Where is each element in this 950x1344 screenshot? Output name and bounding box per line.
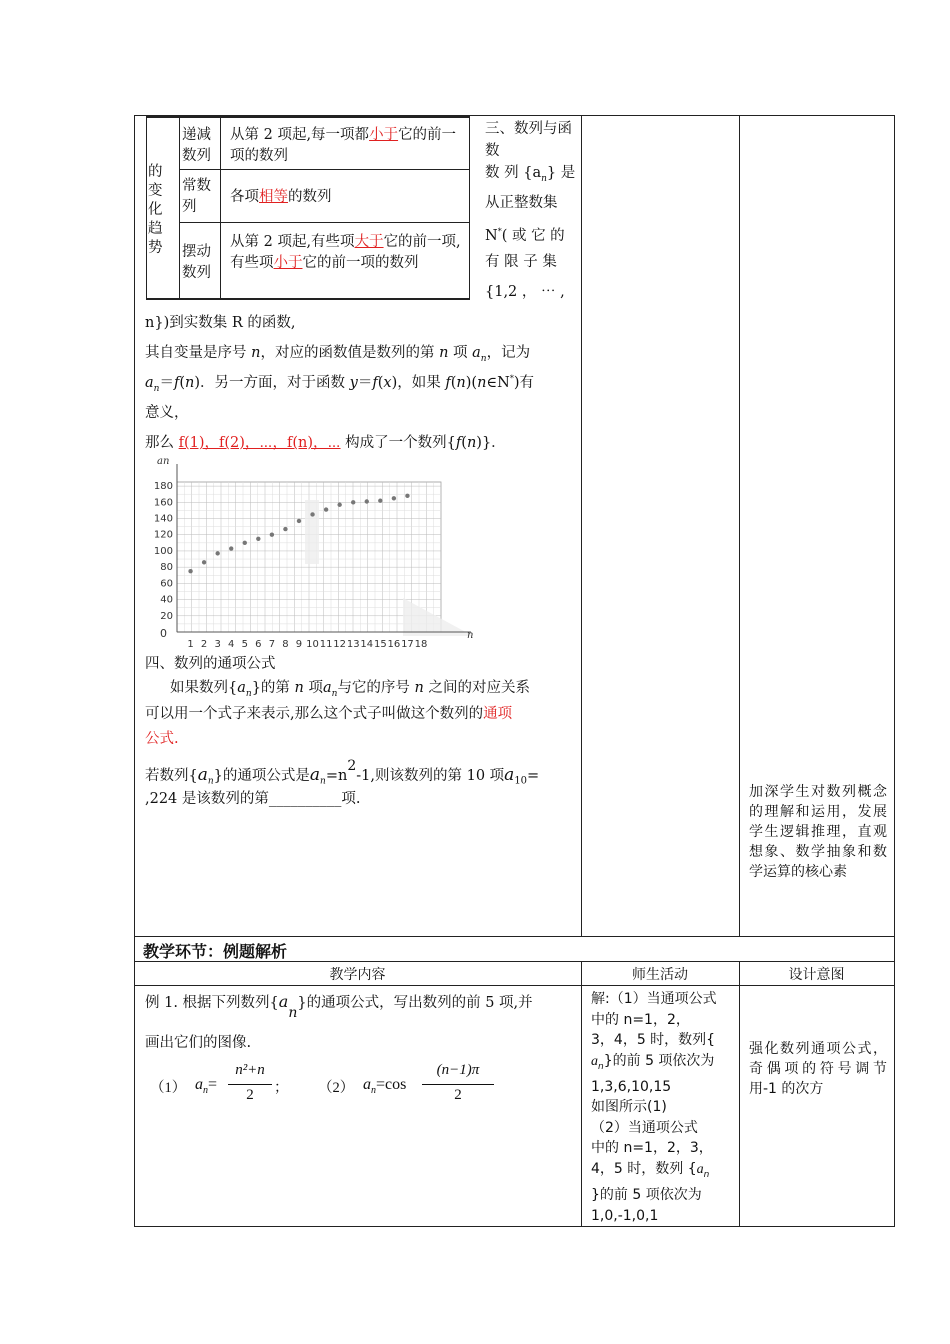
x-tick-label: 7 — [268, 639, 276, 650]
data-point — [202, 560, 206, 564]
y-tick-label: 60 — [160, 578, 173, 590]
section4-para-3: 公式. — [145, 731, 179, 747]
data-point — [324, 507, 328, 511]
x-tick-label: 11 — [319, 639, 333, 650]
section4-title: 四、数列的通项公式 — [145, 656, 276, 672]
data-point — [243, 541, 247, 545]
example1-line-2: 画出它们的图像. — [145, 1035, 252, 1051]
x-tick-label: 15 — [373, 639, 387, 650]
trend-type-oscillating: 摆动数列 — [182, 244, 211, 281]
answer-blank[interactable]: __________ — [268, 791, 342, 807]
x-tick-label: 18 — [414, 639, 428, 650]
section3-cont-4: 意义， — [145, 405, 189, 421]
section3-cont-2: 其自变量是序号 n，对应的函数值是数列的第 n 项 $a_n$，记为 — [145, 345, 531, 364]
row-divider-section — [134, 936, 895, 937]
trend-type-constant: 常数列 — [182, 178, 211, 215]
data-point — [256, 537, 260, 541]
x-tick-label: 9 — [295, 639, 303, 650]
trend-side-label: 的变化趋势 — [148, 164, 163, 256]
data-point — [283, 527, 287, 531]
y-tick-label: 100 — [153, 545, 173, 557]
section4-para-1: 如果数列$\{a_n\}$的第 n 项$a_n$与它的序号 n 之间的对应关系 — [170, 680, 530, 699]
section3-cont-3: $a_n=f(n)$．另一方面，对于函数 y＝f(x)，如果 f(n)(n∈N*)有 — [145, 374, 534, 394]
section3-line-2: 从正整数集 — [485, 195, 558, 211]
x-tick-label: 10 — [306, 639, 319, 650]
col-divider-2-top — [739, 115, 740, 937]
data-point — [378, 498, 382, 502]
example1-line-1: 例 1. 根据下列数列$\{a_n\}$的通项公式，写出数列的前 5 项,并 — [145, 992, 533, 1021]
y-tick-label: 20 — [160, 610, 173, 622]
trend-desc-constant: 各项相等的数列 — [230, 189, 332, 205]
section3-cont-5: 那么 f(1)，f(2)，⋯，f(n)，⋯ 构成了一个数列{f(n)}． — [145, 435, 506, 451]
design-intent-1: 加深学生对数列概念的理解和运用，发展学生逻辑推理，直观想象、数学抽象和数学运算的核心素 — [749, 784, 887, 880]
y-tick-label: 160 — [153, 497, 173, 509]
data-point — [270, 533, 274, 537]
x-tick-label: 3 — [214, 639, 221, 650]
x-tick-label: 2 — [200, 639, 208, 650]
table-border-left — [134, 115, 135, 1227]
y-tick-label: 40 — [160, 594, 173, 606]
section3-line-3: N*( 或 它 的 — [485, 227, 565, 244]
section3-title: 三、数列与函数 — [485, 121, 572, 159]
section-header: 教学环节：例题解析 — [143, 942, 288, 961]
column-header-intent: 设计意图 — [788, 967, 845, 983]
table-border-right — [894, 115, 895, 1227]
section3-line-1: 数 列 $\{a_n\}$ 是 — [485, 165, 576, 184]
sequence-scatter-chart — [145, 450, 485, 650]
x-tick-label: 8 — [282, 639, 289, 650]
data-point — [337, 503, 341, 507]
data-point — [351, 500, 355, 504]
data-point — [215, 551, 219, 555]
x-tick-label: 16 — [387, 639, 401, 650]
data-point — [188, 569, 192, 573]
data-point — [365, 499, 369, 503]
col-divider-1-bottom — [581, 961, 582, 1227]
y-tick-label: 140 — [153, 513, 173, 525]
column-header-content: 教学内容 — [329, 967, 386, 983]
design-intent-2: 强化数列通项公式，奇偶项的符号调节用-1 的次方 — [749, 1041, 887, 1097]
x-tick-label: 1 — [187, 639, 194, 650]
data-point — [310, 512, 314, 516]
data-point — [405, 494, 409, 498]
y-tick-label: 180 — [153, 481, 173, 493]
x-tick-label: 14 — [360, 639, 374, 650]
x-tick-label: 12 — [333, 639, 347, 650]
data-point — [392, 496, 396, 500]
section4-question-1: 若数列$\{a_n\}$的通项公式是$a_n=n^2-1$,则该数列的第 10 项$a_{10}=$ — [145, 758, 540, 787]
trend-desc-oscillating: 从第 2 项起,有些项大于它的前一项,有些项小于它的前一项的数列 — [230, 234, 461, 271]
y-tick-label: 120 — [153, 529, 173, 541]
column-header-activity: 师生活动 — [632, 967, 688, 983]
x-tick-label: 13 — [346, 639, 360, 650]
data-point — [229, 546, 233, 550]
x-tick-label: 5 — [241, 639, 248, 650]
section3-cont-1: n})到实数集 R 的函数, — [145, 315, 296, 331]
table-border-bottom — [134, 1226, 895, 1227]
section4-question-2: ,224 是该数列的第__________项. — [145, 791, 361, 807]
section3-line-5: {1,2 ， ⋯ , — [485, 284, 565, 300]
trend-desc-decreasing: 从第 2 项起,每一项都小于它的前一项的数列 — [230, 127, 457, 164]
section4-para-2: 可以用一个式子来表示,那么这个式子叫做这个数列的通项 — [145, 706, 513, 722]
col-divider-2-bottom — [739, 961, 740, 1227]
y-tick-label: 80 — [160, 562, 173, 574]
x-tick-label: 4 — [228, 639, 235, 650]
section3-line-4: 有 限 子 集 — [485, 254, 557, 270]
col-divider-1-top — [581, 115, 582, 937]
x-tick-label: 17 — [401, 639, 414, 650]
row-divider-columns — [134, 985, 895, 986]
y-axis-label: an — [157, 456, 170, 467]
data-point — [297, 519, 301, 523]
watermark-bar — [305, 500, 319, 564]
x-axis-label: n — [467, 630, 474, 641]
origin-label: 0 — [160, 627, 167, 640]
activity-solution: 解:（1）当通项公式 中的 n=1，2， 3，4，5 时，数列{ $a_n$}的前 5 项依次为 1,3,6,10,15 如图所示(1) （2）当通项公式 中的 n=1，2，3， 4，5 时，数列 {$a_n$ }的前 5 项依次为 1,0,-1,0,1 — [591, 991, 717, 1224]
trend-type-decreasing: 递减数列 — [182, 127, 211, 164]
x-tick-label: 6 — [255, 639, 262, 650]
